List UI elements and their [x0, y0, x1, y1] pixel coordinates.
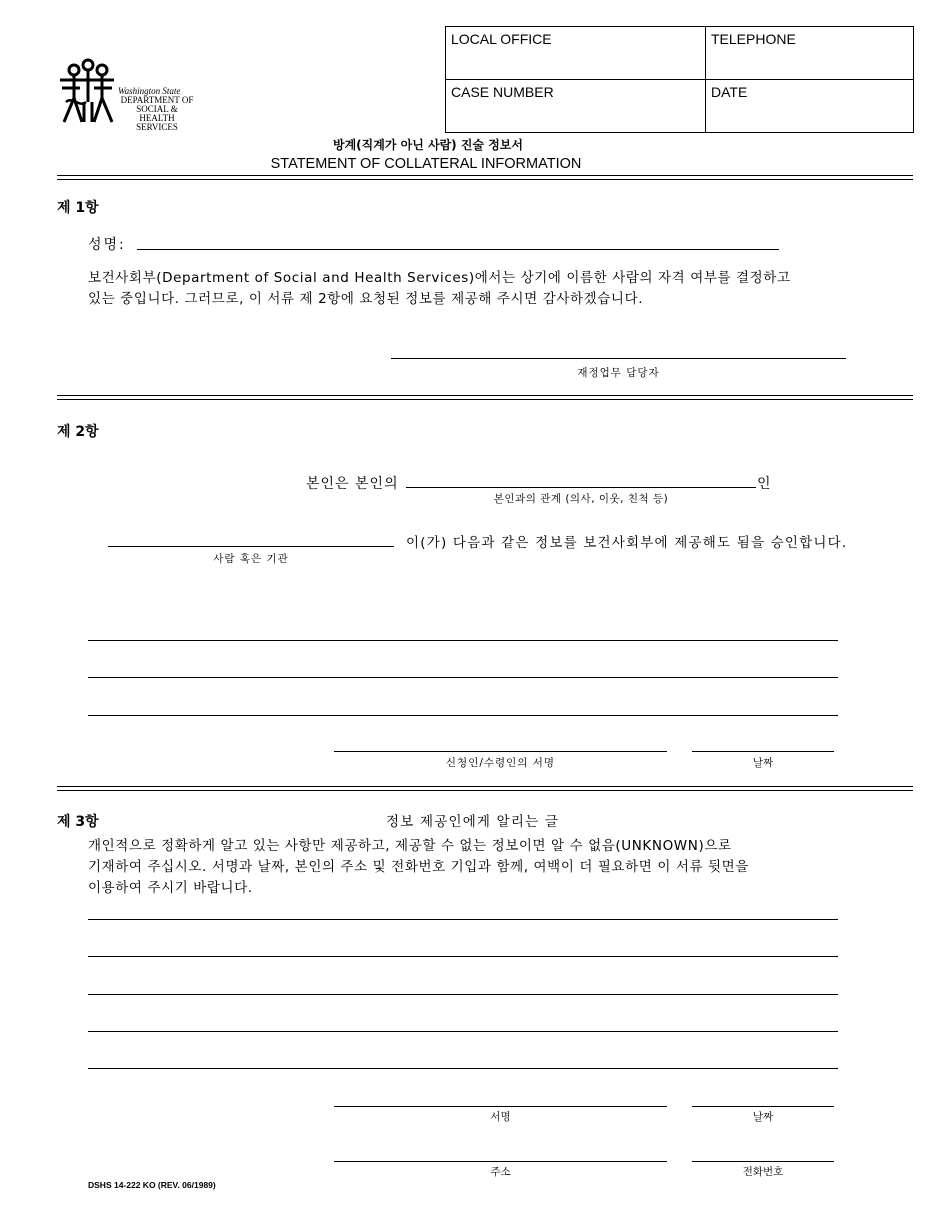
local-office-label: LOCAL OFFICE: [451, 31, 552, 47]
section2-heading: 제 2항: [57, 424, 99, 440]
info-line[interactable]: [88, 640, 838, 641]
logo-line4: SERVICES: [136, 122, 178, 132]
logo-state: Washington State: [118, 86, 181, 96]
divider-top: [57, 175, 913, 180]
eligibility-worker-caption: 재정업무 담당자: [577, 367, 660, 379]
form-id: DSHS 14-222 KO (REV. 06/1989): [88, 1180, 216, 1190]
applicant-signature-caption: 신청인/수령인의 서명: [445, 757, 556, 769]
section1-heading: 제 1항: [57, 200, 99, 216]
authorize-text: 이(가) 다음과 같은 정보를 보건사회부에 제공해도 됨을 승인합니다.: [406, 535, 848, 551]
logo-line2: DEPARTMENT OF: [120, 95, 194, 105]
statement-line[interactable]: [88, 994, 838, 995]
section3-body-line3: 이용하여 주시기 바랍니다.: [88, 880, 253, 896]
section1-body-line2: 있는 중입니다. 그러므로, 이 서류 제 2항에 요청된 정보를 제공해 주시면 감사하겠습니다.: [88, 291, 644, 307]
section1-body: [88, 268, 878, 310]
divider-section1: [57, 395, 913, 400]
applicant-signature-field[interactable]: [334, 751, 667, 752]
header-info-table: [445, 26, 914, 133]
info-line[interactable]: [88, 677, 838, 678]
logo-line3: SOCIAL & HEALTH: [136, 104, 178, 123]
provider-date-field[interactable]: [692, 1106, 834, 1107]
provider-signature-field[interactable]: [334, 1106, 667, 1107]
section2-date-caption: 날짜: [752, 757, 774, 769]
dshs-figures-icon: [58, 58, 116, 124]
section3-body-line2: 기재하여 주십시오. 서명과 날짜, 본인의 주소 및 전화번호 기입과 함께, 여백이 더 필요하면 이 서류 뒷면을: [88, 859, 749, 875]
divider-section2: [57, 786, 913, 791]
section2-suffix: 인: [757, 476, 771, 492]
statement-line[interactable]: [88, 1031, 838, 1032]
section2-intro: 본인은 본인의: [306, 476, 399, 492]
section3-body-line1: 개인적으로 정확하게 알고 있는 사항만 제공하고, 제공할 수 없는 정보이면 알 수 없음(UNKNOWN)으로: [88, 838, 732, 854]
name-field[interactable]: [137, 249, 779, 250]
date-cell[interactable]: [706, 80, 914, 133]
section3-body: [88, 836, 888, 899]
provider-address-field[interactable]: [334, 1161, 667, 1162]
case-number-label: CASE NUMBER: [451, 84, 554, 100]
relationship-caption: 본인과의 관계 (의사, 이웃, 친척 등): [493, 493, 669, 505]
telephone-label: TELEPHONE: [711, 31, 796, 47]
title-english: STATEMENT OF COLLATERAL INFORMATION: [270, 156, 582, 172]
telephone-cell[interactable]: [706, 27, 914, 80]
person-or-agency-field[interactable]: [108, 546, 394, 547]
notice-title: 정보 제공인에게 알리는 글: [386, 814, 560, 830]
title-korean: 방계(직계가 아닌 사람) 진술 정보서: [333, 138, 523, 152]
logo-dept: [118, 96, 196, 132]
provider-address-caption: 주소: [490, 1166, 511, 1178]
provider-phone-caption: 전화번호: [742, 1166, 784, 1178]
statement-line[interactable]: [88, 956, 838, 957]
section2-date-field[interactable]: [692, 751, 834, 752]
statement-line[interactable]: [88, 1068, 838, 1069]
relationship-field[interactable]: [406, 487, 756, 488]
date-label: DATE: [711, 84, 748, 100]
eligibility-worker-signature-field[interactable]: [391, 358, 846, 359]
provider-phone-field[interactable]: [692, 1161, 834, 1162]
provider-signature-caption: 서명: [490, 1111, 511, 1123]
statement-line[interactable]: [88, 919, 838, 920]
person-or-agency-caption: 사람 혹은 기관: [213, 553, 289, 565]
provider-date-caption: 날짜: [752, 1111, 774, 1123]
section1-body-line1: 보건사회부(Department of Social and Health Services)에서는 상기에 이름한 사람의 자격 여부를 결정하고: [88, 270, 791, 286]
case-number-cell[interactable]: [446, 80, 706, 133]
name-label: 성명:: [88, 237, 126, 253]
info-line[interactable]: [88, 715, 838, 716]
local-office-cell[interactable]: [446, 27, 706, 80]
section3-heading: 제 3항: [57, 814, 99, 830]
dshs-logo: [58, 58, 208, 132]
